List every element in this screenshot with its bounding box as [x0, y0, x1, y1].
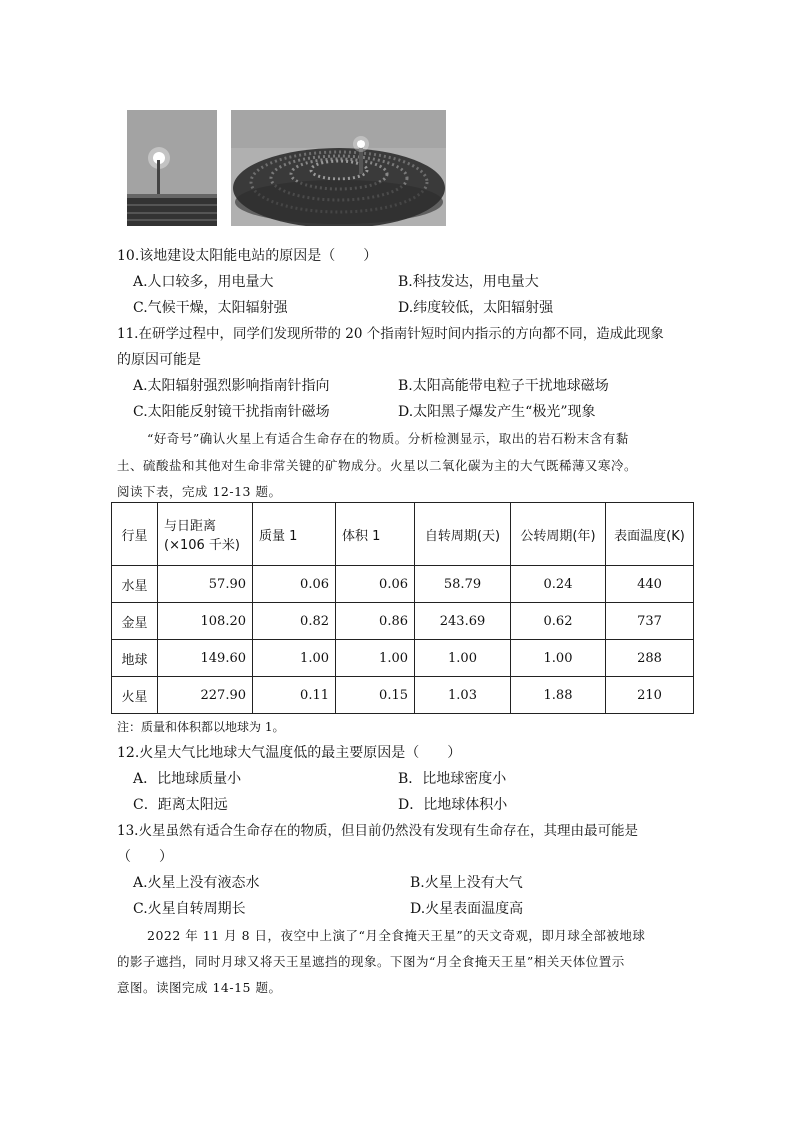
passage-2-line3: 意图。读图完成 14-15 题。 — [117, 980, 282, 995]
table-row — [112, 566, 694, 603]
table-row — [112, 603, 694, 640]
question-11-option-c: C.太阳能反射镜干扰指南针磁场 — [133, 404, 330, 420]
cell-distance: 149.60 — [158, 640, 253, 677]
question-12-option-d: D．比地球体积小 — [398, 797, 508, 813]
question-13-option-a: A.火星上没有液态水 — [133, 875, 260, 891]
cell-distance: 108.20 — [158, 603, 253, 640]
table-row — [112, 677, 694, 714]
table-row — [112, 640, 694, 677]
question-13-option-b: B.火星上没有大气 — [410, 875, 523, 891]
question-13-stem-line1: 13.火星虽然有适合生命存在的物质，但目前仍然没有发现有生命存在，其理由最可能是 — [117, 823, 638, 839]
cell-revolution: 1.00 — [511, 640, 606, 677]
question-10-option-b: B.科技发达，用电量大 — [398, 274, 539, 290]
header-rotation-period: 自转周期(天) — [415, 503, 511, 566]
question-12-option-c: C．距离太阳远 — [133, 797, 228, 813]
cell-planet: 金星 — [112, 603, 158, 640]
passage-2-line2: 的影子遮挡，同时月球又将天王星遮挡的现象。下图为“月全食掩天王星”相关天体位置示 — [117, 954, 625, 969]
question-10-stem: 10.该地建设太阳能电站的原因是（ ） — [117, 248, 378, 264]
cell-planet: 水星 — [112, 566, 158, 603]
table-note: 注：质量和体积都以地球为 1。 — [117, 720, 285, 734]
cell-rotation: 1.00 — [415, 640, 511, 677]
header-distance-line1: 与日距离 — [164, 519, 217, 534]
question-11-stem-line1: 11.在研学过程中，同学们发现所带的 20 个指南针短时间内指示的方向都不同，造成此现象 — [117, 326, 664, 342]
header-planet: 行星 — [112, 503, 158, 566]
question-13-option-c: C.火星自转周期长 — [133, 901, 246, 917]
passage-1-line1: “好奇号”确认火星上有适合生命存在的物质。分析检测显示，取出的岩石粉末含有黏 — [147, 431, 629, 446]
header-surface-temperature: 表面温度(K) — [606, 503, 694, 566]
cell-volume: 0.06 — [336, 566, 415, 603]
cell-rotation: 243.69 — [415, 603, 511, 640]
question-12-stem: 12.火星大气比地球大气温度低的最主要原因是（ ） — [117, 745, 462, 761]
cell-planet: 火星 — [112, 677, 158, 714]
question-10-option-a: A.人口较多，用电量大 — [133, 274, 274, 290]
header-distance-line2: (×106 千米) — [164, 538, 240, 553]
question-11-option-a: A.太阳辐射强烈影响指南针指向 — [133, 378, 330, 394]
header-mass: 质量 1 — [253, 503, 336, 566]
solar-tower-photo-small-image — [127, 110, 217, 226]
passage-2-line1: 2022 年 11 月 8 日，夜空中上演了“月全食掩天王星”的天文奇观，即月球全部被地球 — [147, 928, 646, 943]
cell-mass: 1.00 — [253, 640, 336, 677]
question-10-option-d: D.纬度较低，太阳辐射强 — [398, 300, 554, 316]
question-12-option-b: B．比地球密度小 — [398, 771, 507, 787]
cell-revolution: 1.88 — [511, 677, 606, 714]
cell-mass: 0.06 — [253, 566, 336, 603]
planet-data-table — [111, 502, 694, 714]
cell-mass: 0.11 — [253, 677, 336, 714]
solar-power-station-photo — [231, 110, 446, 226]
cell-distance: 57.90 — [158, 566, 253, 603]
cell-temperature: 210 — [606, 677, 694, 714]
cell-revolution: 0.62 — [511, 603, 606, 640]
question-11-option-d: D.太阳黑子爆发产生“极光”现象 — [398, 404, 596, 420]
header-volume: 体积 1 — [336, 503, 415, 566]
question-13-stem-line2: （ ） — [117, 849, 173, 865]
question-12-option-a: A．比地球质量小 — [133, 771, 242, 787]
cell-temperature: 288 — [606, 640, 694, 677]
solar-power-station-photo-image — [231, 110, 446, 226]
cell-revolution: 0.24 — [511, 566, 606, 603]
cell-volume: 0.15 — [336, 677, 415, 714]
question-13-option-d: D.火星表面温度高 — [410, 901, 524, 917]
cell-volume: 1.00 — [336, 640, 415, 677]
cell-rotation: 1.03 — [415, 677, 511, 714]
table-header-row — [112, 503, 694, 566]
header-distance — [158, 503, 253, 566]
question-10-option-c: C.气候干燥，太阳辐射强 — [133, 300, 288, 316]
cell-temperature: 440 — [606, 566, 694, 603]
cell-mass: 0.82 — [253, 603, 336, 640]
header-revolution-period: 公转周期(年) — [511, 503, 606, 566]
question-11-stem-line2: 的原因可能是 — [117, 352, 201, 368]
cell-rotation: 58.79 — [415, 566, 511, 603]
passage-1-line2: 土、硫酸盐和其他对生命非常关键的矿物成分。火星以二氧化碳为主的大气既稀薄又寒冷。 — [117, 458, 638, 473]
passage-1-line3: 阅读下表，完成 12-13 题。 — [117, 484, 282, 499]
cell-planet: 地球 — [112, 640, 158, 677]
cell-temperature: 737 — [606, 603, 694, 640]
solar-tower-photo-small — [127, 110, 217, 226]
cell-volume: 0.86 — [336, 603, 415, 640]
question-11-option-b: B.太阳高能带电粒子干扰地球磁场 — [398, 378, 609, 394]
cell-distance: 227.90 — [158, 677, 253, 714]
